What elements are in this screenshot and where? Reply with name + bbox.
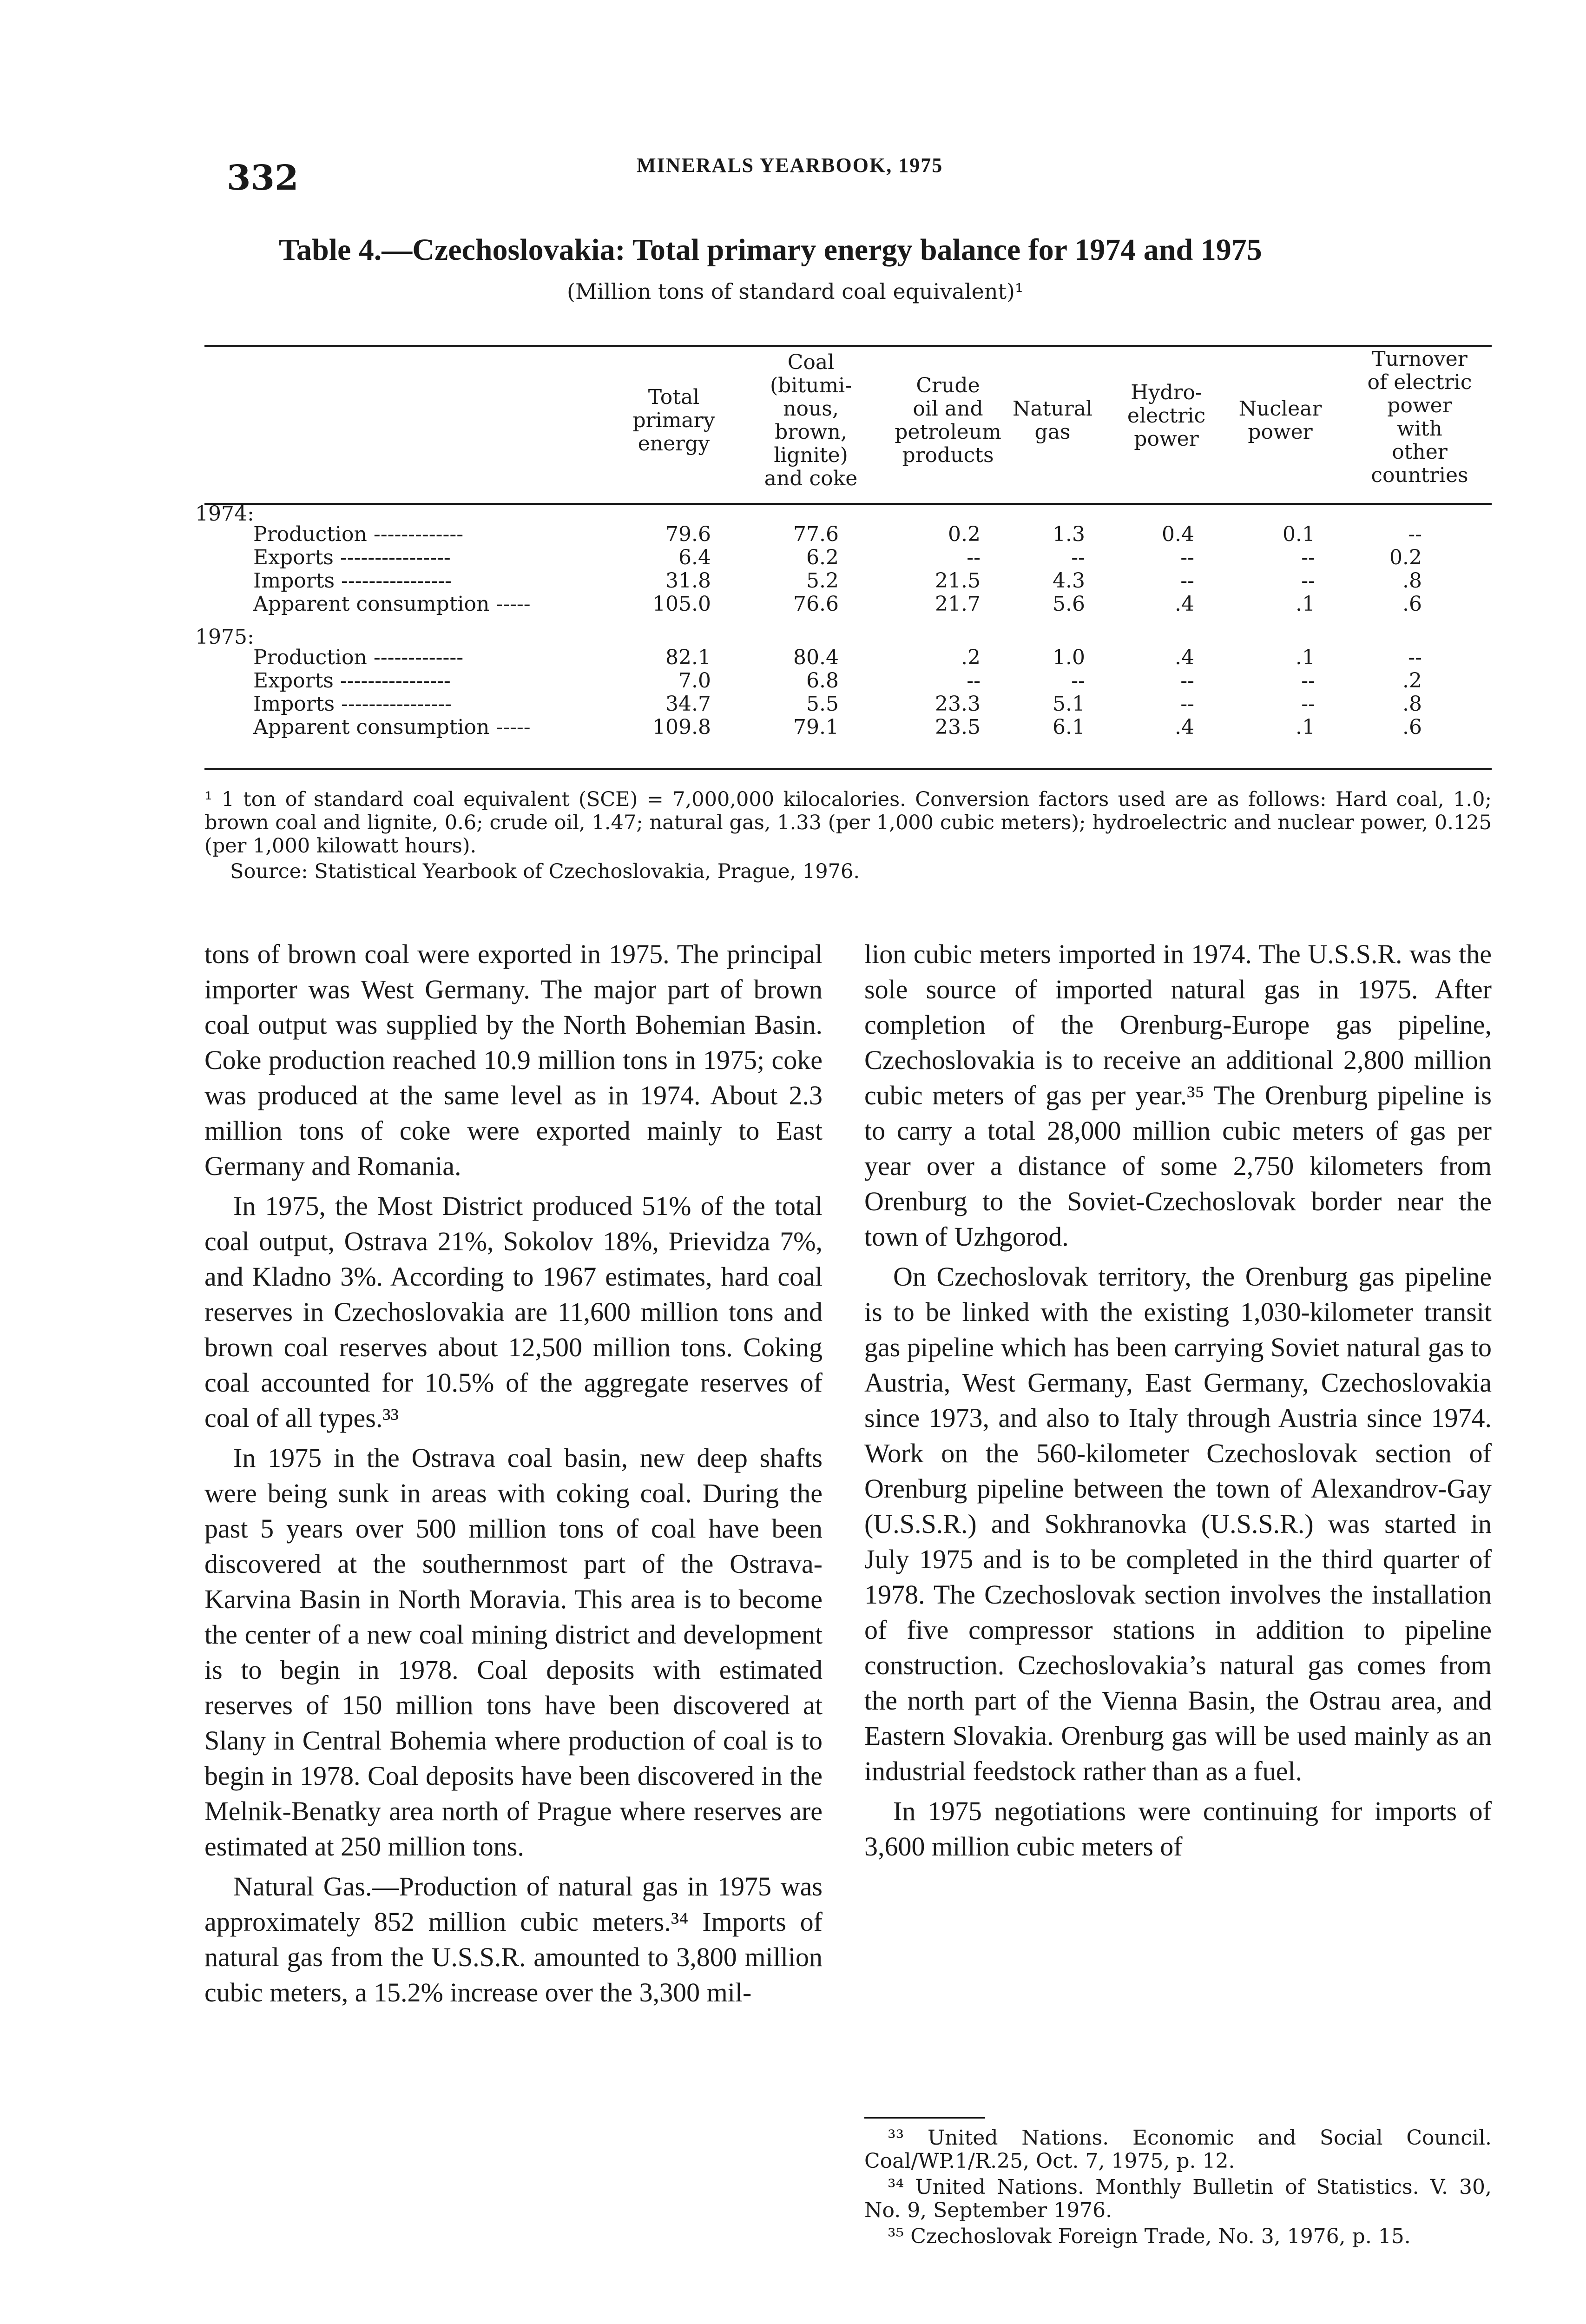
leader-dots: ---------------- — [335, 692, 452, 716]
table-row-label — [253, 693, 452, 716]
table-row-label — [253, 716, 531, 739]
table-cell: 0.1 — [1283, 522, 1315, 546]
table-cell: .1 — [1296, 646, 1315, 669]
table-cell: 34.7 — [665, 692, 711, 716]
body-paragraph: In 1975, the Most District produced 51% of the total coal output, Ostrava 21%, Sokolov 18%, Prievidza 7%, and Kladno 3%. According to 1967 estimates, hard coal reserves in Czechoslovakia are 11,600 million tons and brown coal reserves about 12,500 million tons. Coking coal accounted for 10.5% of the aggregate reserves of coal of all types.³³ — [204, 1191, 823, 1433]
leader-dots: ------------- — [367, 522, 464, 546]
table-cell: 109.8 — [652, 715, 711, 739]
table-cell: 6.2 — [806, 546, 839, 569]
leader-dots: ----- — [489, 592, 531, 616]
body-paragraph: In 1975 negotiations were continuing for imports of 3,600 million cubic meters of — [864, 1796, 1492, 1862]
table-cell: .6 — [1402, 715, 1422, 739]
footnotes — [864, 2126, 1492, 2251]
table-subtitle: (Million tons of standard coal equivalent)¹ — [567, 279, 1024, 304]
table-cell: 5.5 — [806, 692, 839, 716]
column-header-nuclear: Nuclear power — [1238, 397, 1322, 444]
column-header-coal: Coal (bitumi- nous, brown, lignite) and coke — [764, 350, 858, 490]
table-header-rule — [204, 503, 1492, 505]
body-paragraph: On Czechoslovak territory, the Orenburg gas pipeline is to be linked with the existing 1,030-kilometer transit gas pipeline which has been carrying Soviet natural gas to Austria, West Germany, East Germany, Czechoslovakia since 1973, and also to Italy through Austria since 1974. Work on the 560-kilometer Czechoslovak section of Orenburg pipeline between the town of Alexandrov-Gay (U.S.S.R.) and Sokhranovka (U.S.S.R.) was started in July 1975 and is to be completed in the third quarter of 1978. The Czechoslovak section involves the installation of five compressor stations in addition to pipeline construction. Czechoslovakia’s natural gas comes from the north part of the Vienna Basin, the Ostrau area, and Eastern Slovakia. Orenburg gas will be used mainly as an industrial feedstock rather than as a fuel. — [864, 1261, 1492, 1786]
table-row-label — [253, 646, 463, 669]
table-cell: 4.3 — [1053, 569, 1085, 593]
running-head: MINERALS YEARBOOK, 1975 — [637, 154, 943, 177]
table-cell: -- — [1301, 669, 1315, 693]
table-cell: 77.6 — [793, 522, 839, 546]
leader-dots: ---------------- — [333, 546, 451, 569]
table-cell: .4 — [1175, 592, 1194, 616]
table-row-label — [253, 669, 451, 693]
table-cell: -- — [1180, 692, 1194, 716]
table-year-label: 1975: — [195, 625, 254, 649]
column-header-turnover: Turnover of electric power with other countries — [1367, 347, 1472, 487]
body-left-column — [204, 937, 823, 2015]
table-bottom-rule — [204, 768, 1492, 770]
table-cell: 80.4 — [793, 646, 839, 669]
table-cell: -- — [1180, 546, 1194, 569]
row-label-text: Production — [253, 646, 367, 669]
table-cell: .2 — [1402, 669, 1422, 693]
table-cell: 31.8 — [665, 569, 711, 593]
table-cell: .1 — [1296, 592, 1315, 616]
table-cell: 79.1 — [793, 715, 839, 739]
footnote-33: ³³ United Nations. Economic and Social Council. Coal/WP.1/R.25, Oct. 7, 1975, p. 12. — [864, 2126, 1492, 2173]
table-footnote: ¹ 1 ton of standard coal equivalent (SCE) = 7,000,000 kilocalories. Conversion factors used are as follows: Hard coal, 1.0; brown coal and lignite, 0.6; crude oil, 1.47; natural gas, 1.33 (per 1,000 cubic meters); hydroelectric and nuclear power, 0.125 (per 1,000 kilowatt hours). — [204, 788, 1492, 858]
table-cell: 23.5 — [935, 715, 981, 739]
table-year-label: 1974: — [195, 502, 254, 526]
leader-dots: ------------- — [367, 646, 464, 669]
column-header-crude-oil: Crude oil and petroleum products — [895, 374, 1001, 467]
table-cell: -- — [1071, 546, 1085, 569]
row-label-text: Imports — [253, 569, 335, 593]
row-label-text: Production — [253, 522, 367, 546]
row-label-text: Exports — [253, 669, 334, 693]
table-cell: 79.6 — [665, 522, 711, 546]
table-cell: .2 — [961, 646, 981, 669]
table-cell: .8 — [1402, 569, 1422, 593]
body-paragraph: lion cubic meters imported in 1974. The U.S.S.R. was the sole source of imported natural gas in 1975. After completion of the Orenburg-Europe gas pipeline, Czechoslovakia is to receive an additional 2,800 million cubic meters of gas per year.³⁵ The Orenburg pipeline is to carry a total 28,000 million cubic meters of gas per year over a distance of some 2,750 kilometers from Orenburg to the Soviet-Czechoslovak border near the town of Uzhgorod. — [864, 939, 1492, 1252]
table-cell: -- — [1180, 669, 1194, 693]
row-label-text: Apparent consumption — [253, 715, 490, 739]
table-cell: 23.3 — [935, 692, 981, 716]
table-cell: 7.0 — [678, 669, 711, 693]
table-row-label — [253, 546, 451, 569]
row-label-text: Exports — [253, 546, 334, 569]
table-cell: 21.5 — [935, 569, 981, 593]
column-header-hydroelectric: Hydro- electric power — [1127, 381, 1206, 451]
footnote-34: ³⁴ United Nations. Monthly Bulletin of Statistics. V. 30, No. 9, September 1976. — [864, 2175, 1492, 2222]
leader-dots: ---------------- — [335, 569, 452, 593]
body-right-column — [864, 937, 1492, 1869]
table-cell: -- — [1408, 646, 1422, 669]
table-cell: 21.7 — [935, 592, 981, 616]
column-header-natural-gas: Natural gas — [1012, 397, 1093, 444]
page-number: 332 — [227, 158, 299, 198]
body-paragraph: In 1975 in the Ostrava coal basin, new deep shafts were being sunk in areas with coking coal. During the past 5 years over 500 million tons of coal have been discovered at the southernmost part of the Ostrava-Karvina Basin in North Moravia. This area is to become the center of a new coal mining district and development is to begin in 1978. Coal deposits with estimated reserves of 150 million tons have been discovered at Slany in Central Bohemia where production of coal is to begin in 1978. Coal deposits have been discovered in the Melnik-Benatky area north of Prague where reserves are estimated at 250 million tons. — [204, 1443, 823, 1862]
table-cell: 76.6 — [793, 592, 839, 616]
body-paragraph-natural-gas — [204, 1869, 823, 2010]
table-cell: -- — [1408, 522, 1422, 546]
table-cell: .4 — [1175, 646, 1194, 669]
table-source: Source: Statistical Yearbook of Czechoslovakia, Prague, 1976. — [230, 860, 860, 883]
table-cell: .4 — [1175, 715, 1194, 739]
leader-dots: ---------------- — [333, 669, 451, 693]
table-cell: -- — [967, 546, 981, 569]
table-cell: 0.2 — [948, 522, 981, 546]
row-label-text: Imports — [253, 692, 335, 716]
table-cell: 1.3 — [1053, 522, 1085, 546]
table-cell: -- — [967, 669, 981, 693]
table-row-label — [253, 593, 531, 616]
table-cell: 5.1 — [1053, 692, 1085, 716]
row-label-text: Apparent consumption — [253, 592, 490, 616]
table-cell: -- — [1301, 569, 1315, 593]
table-cell: 0.2 — [1389, 546, 1422, 569]
table-cell: .1 — [1296, 715, 1315, 739]
table-cell: 105.0 — [652, 592, 711, 616]
footnote-rule — [864, 2117, 985, 2119]
table-title: Table 4.—Czechoslovakia: Total primary energy balance for 1974 and 1975 — [279, 233, 1262, 267]
table-row-label — [253, 523, 463, 546]
body-paragraph-text: Production of natural gas in 1975 was approximately 852 million cubic meters.³⁴ Imports of natural gas from the U.S.S.R. amounted to 3,800 million cubic meters, a 15.2% increase over the 3,300 mil- — [204, 1871, 823, 2007]
column-header-total-primary: Total primary energy — [632, 385, 715, 456]
table-cell: 5.6 — [1053, 592, 1085, 616]
section-run-in-heading: Natural Gas.— — [233, 1871, 399, 1901]
table-cell: 0.4 — [1162, 522, 1194, 546]
table-cell: 6.1 — [1053, 715, 1085, 739]
table-cell: -- — [1071, 669, 1085, 693]
table-cell: 82.1 — [665, 646, 711, 669]
table-row-label — [253, 569, 452, 593]
body-paragraph: tons of brown coal were exported in 1975. The principal importer was West Germany. The major part of brown coal output was supplied by the North Bohemian Basin. Coke production reached 10.9 million tons in 1975; coke was produced at the same level as in 1974. About 2.3 million tons of coke were exported mainly to East Germany and Romania. — [204, 939, 823, 1181]
table-cell: -- — [1180, 569, 1194, 593]
table-cell: -- — [1301, 546, 1315, 569]
table-cell: .6 — [1402, 592, 1422, 616]
table-cell: .8 — [1402, 692, 1422, 716]
table-cell: 6.4 — [678, 546, 711, 569]
footnote-35: ³⁵ Czechoslovak Foreign Trade, No. 3, 1976, p. 15. — [888, 2225, 1411, 2248]
table-cell: -- — [1301, 692, 1315, 716]
table-cell: 5.2 — [806, 569, 839, 593]
table-top-rule — [204, 345, 1492, 347]
table-cell: 6.8 — [806, 669, 839, 693]
leader-dots: ----- — [489, 715, 531, 739]
table-cell: 1.0 — [1053, 646, 1085, 669]
